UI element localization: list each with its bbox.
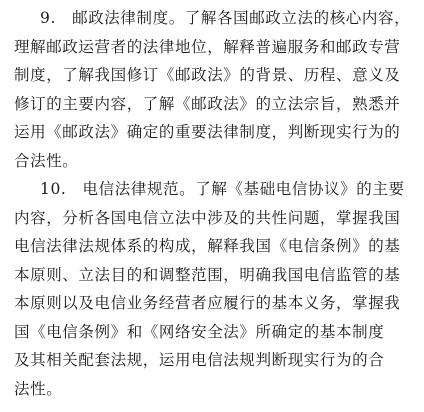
text-line: 制度，了解我国修订《邮政法》的背景、历程、意义及 [14, 66, 401, 84]
text-line: 修订的主要内容，了解《邮政法》的立法宗旨，熟悉并 [14, 94, 401, 113]
text-line: 理解邮政运营者的法律地位，解释普遍服务和邮政专营 [14, 37, 401, 56]
text-line: 9. 邮政法律制度。了解各国邮政立法的核心内容， [40, 9, 411, 27]
text-line: 本原则、立法目的和调整范围，明确我国电信监管的基 [14, 265, 401, 284]
paragraph-telecom-law [14, 175, 412, 403]
text-line: 国《电信条例》和《网络安全法》所确定的基本制度 [14, 322, 385, 341]
text-line: 运用《邮政法》确定的重要法律制度，判断现实行为的 [14, 123, 401, 141]
text-line: 法性。 [14, 379, 63, 398]
text-line: 及其相关配套法规，运用电信法规判断现实行为的合 [14, 351, 385, 369]
text-line: 内容，分析各国电信立法中涉及的共性问题，掌握我国 [14, 208, 401, 227]
text-line: 电信法律法规体系的构成，解释我国《电信条例》的基 [14, 237, 401, 255]
paragraph-postal-law [14, 4, 412, 175]
text-line: 本原则以及电信业务经营者应履行的基本义务，掌握我 [14, 294, 401, 312]
text-line: 合法性。 [14, 151, 79, 170]
text-line: 10. 电信法律规范。了解《基础电信协议》的主要 [40, 180, 405, 198]
